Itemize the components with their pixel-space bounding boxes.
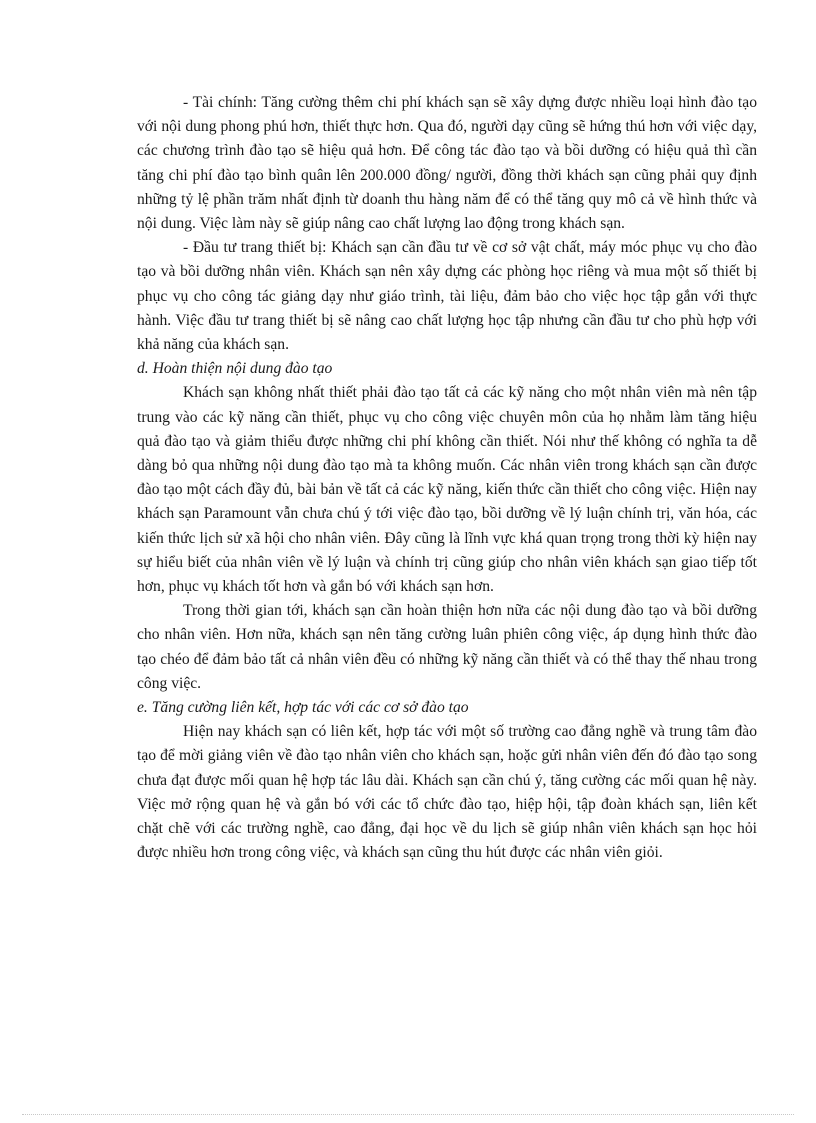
paragraph-finance: - Tài chính: Tăng cường thêm chi phí khách sạn sẽ xây dựng được nhiều loại hình đào tạo với nội dung phong phú hơn, thiết thực hơn. Qua đó, người dạy cũng sẽ hứng thú hơn với việc dạy, các chương trình đào tạo sẽ hiệu quả hơn. Để công tác đào tạo và bồi dưỡng có hiệu quả thì cần tăng chi phí đào tạo bình quân lên 200.000 đồng/ người, đồng thời khách sạn cũng phải quy định những tỷ lệ phần trăm nhất định từ doanh thu hàng năm để có thể tăng quy mô cả về hình thức và nội dung. Việc làm này sẽ giúp nâng cao chất lượng lao động trong khách sạn. bbox=[137, 94, 757, 233]
paragraph-equipment: - Đầu tư trang thiết bị: Khách sạn cần đầu tư về cơ sở vật chất, máy móc phục vụ cho đào tạo và bồi dưỡng nhân viên. Khách sạn nên xây dựng các phòng học riêng và mua một số thiết bị phục vụ cho công tác giảng dạy như giáo trình, tài liệu, đảm bảo cho việc học tập gắn với thực hành. Việc đầu tư trang thiết bị sẽ nâng cao chất lượng học tập nhưng cần đầu tư cho phù hợp với khả năng của khách sạn. bbox=[137, 239, 757, 354]
paragraph-future-plan: Trong thời gian tới, khách sạn cần hoàn thiện hơn nữa các nội dung đào tạo và bồi dưỡng cho nhân viên. Hơn nữa, khách sạn nên tăng cường luân phiên công việc, áp dụng hình thức đào tạo chéo để đảm bảo tất cả nhân viên đều có những kỹ năng cần thiết và có thể thay thế nhau trong công việc. bbox=[137, 602, 757, 692]
section-heading-e: e. Tăng cường liên kết, hợp tác với các cơ sở đào tạo bbox=[137, 699, 469, 717]
paragraph-training-content: Khách sạn không nhất thiết phải đào tạo tất cả các kỹ năng cho một nhân viên mà nên tập trung vào các kỹ năng cần thiết, phục vụ cho công việc chuyên môn của họ nhằm làm tăng hiệu quả đào tạo và giảm thiểu được những chi phí không cần thiết. Nói như thế không có nghĩa ta dễ dàng bỏ qua những nội dung đào tạo mà ta không muốn. Các nhân viên trong khách sạn cần được đào tạo một cách đầy đủ, bài bản về tất cả các kỹ năng, kiến thức cần thiết cho công việc. Hiện nay khách sạn Paramount vẫn chưa chú ý tới việc đào tạo, bồi dưỡng về lý luận chính trị, văn hóa, các kiến thức lịch sử xã hội cho nhân viên. Đây cũng là lĩnh vực khá quan trọng trong thời kỳ hiện nay sự hiểu biết của nhân viên về lý luận và chính trị cũng giúp cho nhân viên khách sạn giao tiếp tốt hơn, phục vụ khách tốt hơn và gắn bó với khách sạn hơn. bbox=[137, 384, 757, 596]
section-heading-d: d. Hoàn thiện nội dung đào tạo bbox=[137, 360, 333, 378]
document-body bbox=[137, 91, 757, 866]
paragraph-cooperation: Hiện nay khách sạn có liên kết, hợp tác với một số trường cao đẳng nghề và trung tâm đào tạo để mời giảng viên về đào tạo nhân viên cho khách sạn, hoặc gửi nhân viên đến đó đào tạo song chưa đạt được mối quan hệ hợp tác lâu dài. Khách sạn cần chú ý, tăng cường các mối quan hệ này. Việc mở rộng quan hệ và gắn bó với các tổ chức đào tạo, hiệp hội, tập đoàn khách sạn, liên kết chặt chẽ với các trường nghề, cao đẳng, đại học về du lịch sẽ giúp nhân viên khách sạn học hỏi được nhiều hơn trong công việc, và khách sạn cũng thu hút được các nhân viên giỏi. bbox=[137, 723, 757, 862]
page-bottom-border bbox=[22, 1114, 794, 1115]
